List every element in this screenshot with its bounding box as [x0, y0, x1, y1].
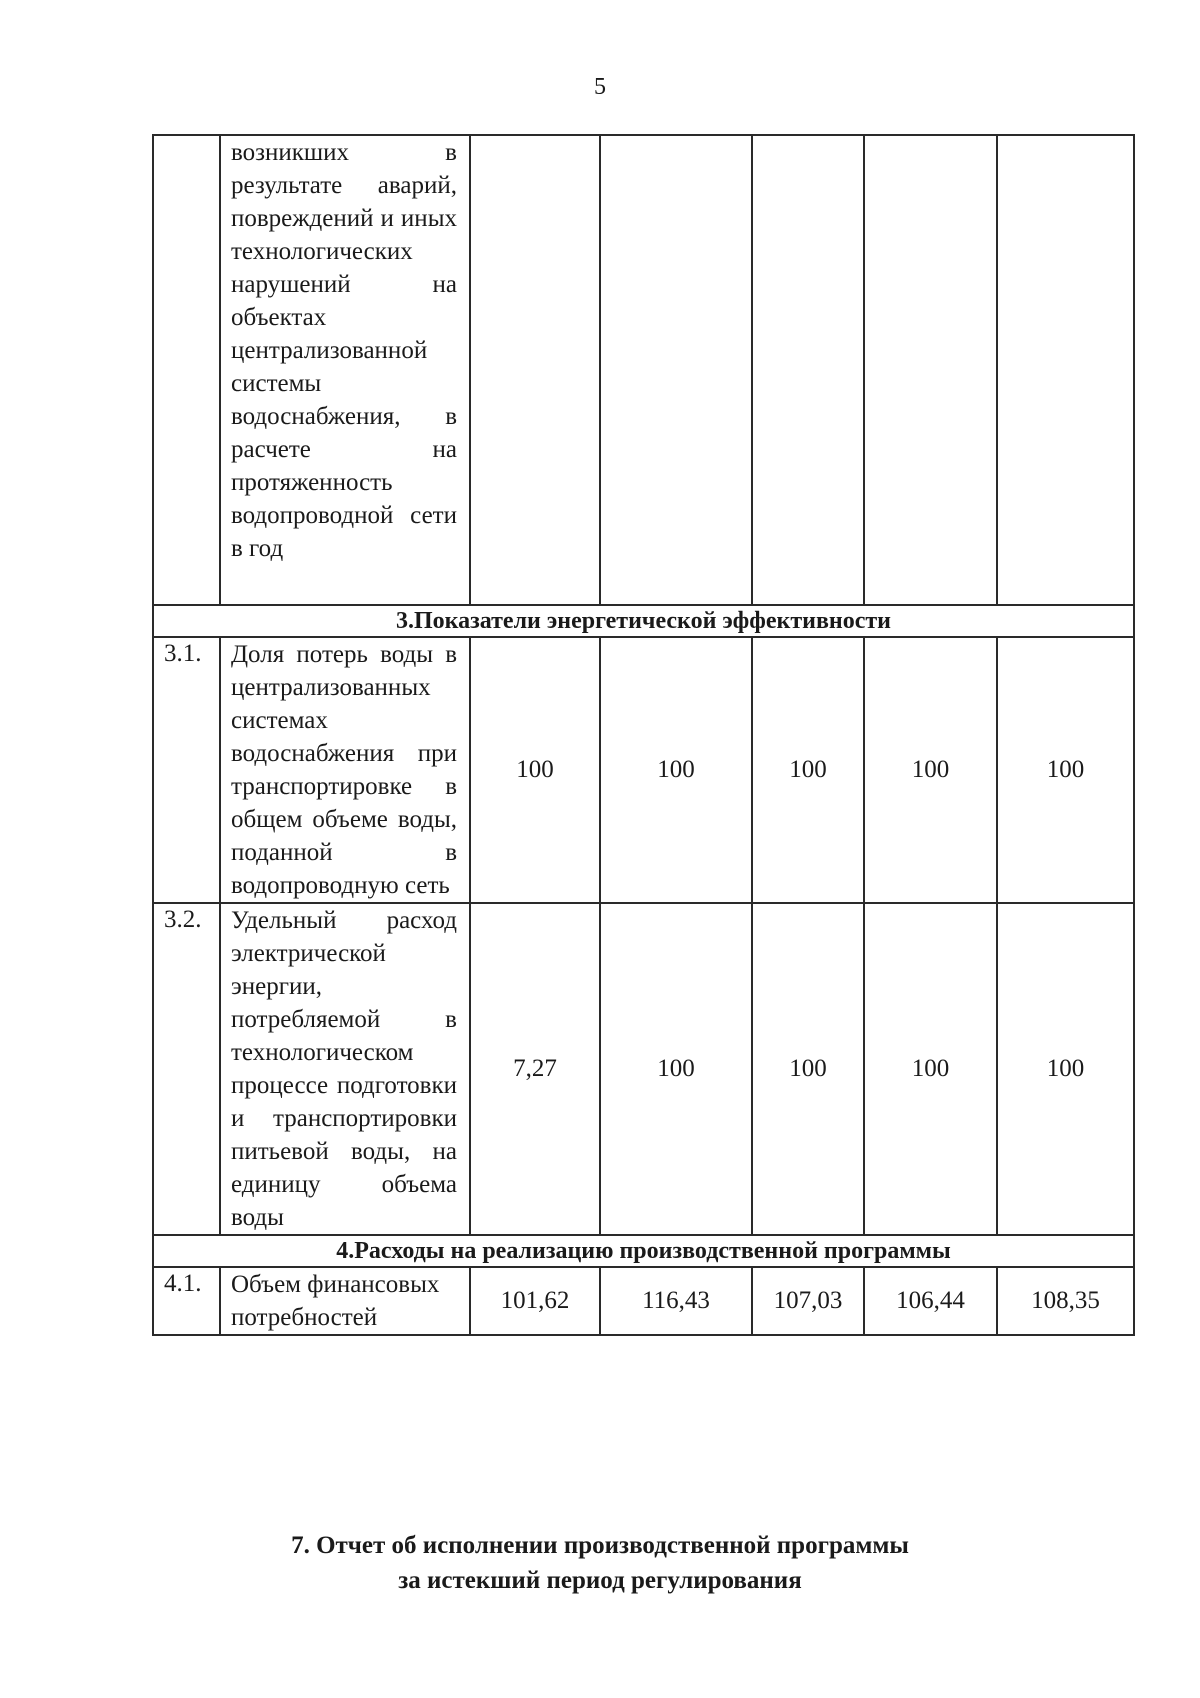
value-cell: 101,62	[470, 1267, 600, 1335]
value-cell: 100	[752, 903, 864, 1235]
report-title	[0, 1528, 1200, 1598]
value-cell	[470, 135, 600, 605]
table-row	[153, 637, 1134, 903]
row-description: возникших в результате аварий, повреждений и иных технологических нарушений на объектах централизованной системы водоснабжения, в расчете на протяженность водопроводной сети в год	[220, 135, 470, 605]
section-row	[153, 1235, 1134, 1267]
row-number: 3.1.	[153, 637, 220, 903]
value-cell: 107,03	[752, 1267, 864, 1335]
table-row	[153, 1267, 1134, 1335]
section-title: 4.Расходы на реализацию производственной программы	[153, 1235, 1134, 1267]
value-cell: 100	[600, 903, 752, 1235]
row-description: Доля потерь воды в централизованных системах водоснабжения при транспортировке в общем объеме воды, поданной в водопроводную сеть	[220, 637, 470, 903]
value-cell: 100	[997, 903, 1134, 1235]
value-cell	[864, 135, 997, 605]
table-row	[153, 135, 1134, 605]
row-description: Удельный расход электрической энергии, потребляемой в технологическом процессе подготовки и транспортировки питьевой воды, на единицу объема воды	[220, 903, 470, 1235]
row-number: 4.1.	[153, 1267, 220, 1335]
value-cell	[600, 135, 752, 605]
value-cell	[997, 135, 1134, 605]
report-title-line2: за истекший период регулирования	[398, 1567, 802, 1594]
value-cell: 100	[864, 637, 997, 903]
value-cell: 100	[864, 903, 997, 1235]
value-cell: 100	[600, 637, 752, 903]
value-cell: 100	[997, 637, 1134, 903]
value-cell: 106,44	[864, 1267, 997, 1335]
value-cell: 100	[470, 637, 600, 903]
section-title: 3.Показатели энергетической эффективности	[153, 605, 1134, 637]
page-number: 5	[594, 74, 606, 100]
value-cell	[752, 135, 864, 605]
row-description: Объем финансовых потребностей	[220, 1267, 470, 1335]
row-number	[153, 135, 220, 605]
value-cell: 7,27	[470, 903, 600, 1235]
value-cell: 116,43	[600, 1267, 752, 1335]
value-cell: 108,35	[997, 1267, 1134, 1335]
value-cell: 100	[752, 637, 864, 903]
program-table	[152, 134, 1135, 1336]
report-title-line1: 7. Отчет об исполнении производственной программы	[291, 1532, 909, 1559]
row-number: 3.2.	[153, 903, 220, 1235]
section-row	[153, 605, 1134, 637]
table-row	[153, 903, 1134, 1235]
